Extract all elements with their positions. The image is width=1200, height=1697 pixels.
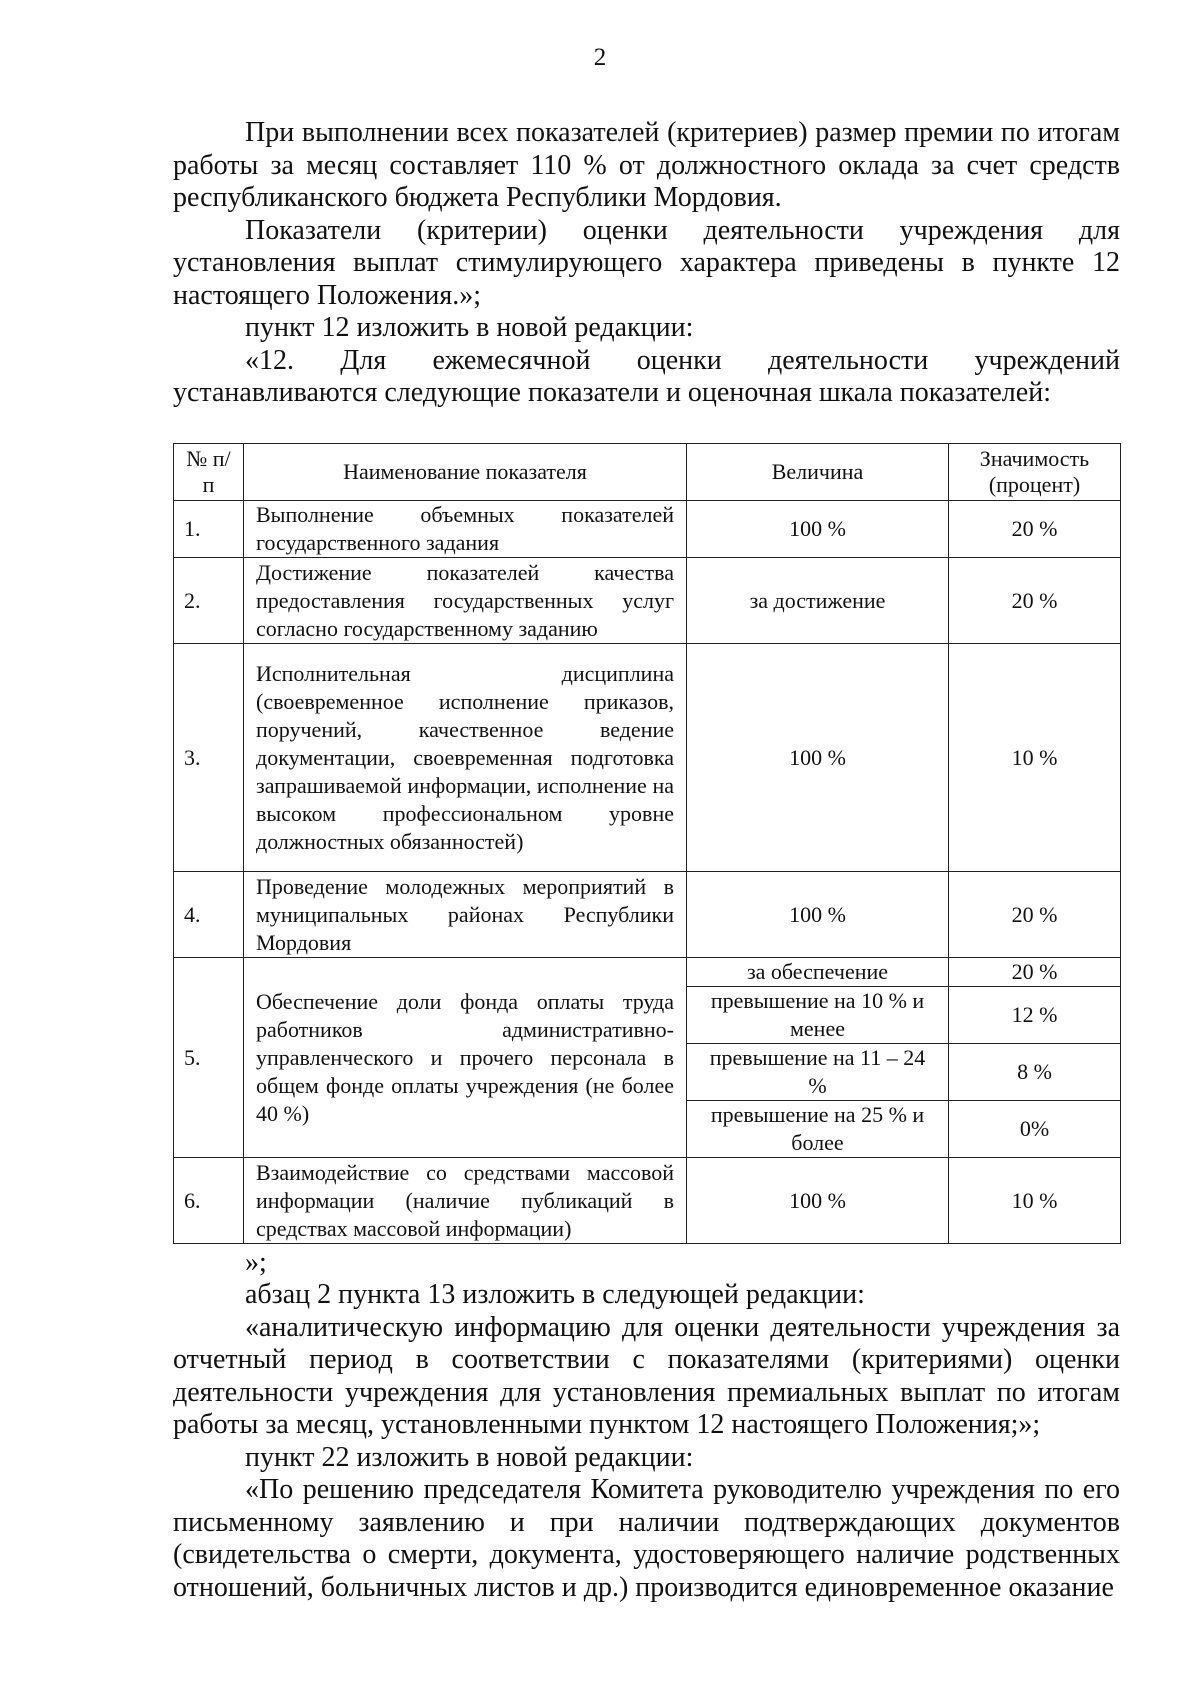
row-name: Выполнение объемных показателей государственного задания — [244, 501, 687, 558]
table-row — [174, 958, 1121, 987]
row-num: 2. — [174, 558, 244, 644]
row-significance: 8 % — [949, 1044, 1121, 1101]
table-row — [174, 872, 1121, 958]
row-value: за обеспечение — [687, 958, 949, 987]
row-name: Проведение молодежных мероприятий в муниципальных районах Республики Мордовия — [244, 872, 687, 958]
row-value: превышение на 25 % и более — [687, 1101, 949, 1158]
table-header-row — [174, 444, 1121, 501]
row-value: 100 % — [687, 644, 949, 872]
row-name: Взаимодействие со средствами массовой информации (наличие публикаций в средствах массовой информации) — [244, 1158, 687, 1244]
paragraph-chairman-decision: «По решению председателя Комитета руководителю учреждения по его письменному заявлению и при наличии подтверждающих документов (свидетельства о смерти, документа, удостоверяющего наличие родственных отношений, больничных листов и др.) производится единовременное оказание — [173, 1474, 1120, 1603]
row-significance: 20 % — [949, 872, 1121, 958]
table-row — [174, 1158, 1121, 1244]
row-value: 100 % — [687, 872, 949, 958]
row-num: 4. — [174, 872, 244, 958]
text-block-top — [173, 117, 1120, 410]
header-num: № п/п — [174, 444, 244, 501]
page-number: 2 — [593, 44, 607, 71]
row-value: 100 % — [687, 501, 949, 558]
header-name: Наименование показателя — [244, 444, 687, 501]
row-value: превышение на 10 % и менее — [687, 987, 949, 1044]
paragraph-analytics: «аналитическую информацию для оценки деятельности учреждения за отчетный период в соответствии с показателями (критериями) оценки деятельности учреждения для установления премиальных выплат по итогам работы за месяц, установленными пунктом 12 настоящего Положения;»; — [173, 1311, 1120, 1440]
table-closing-quote: »; — [245, 1247, 267, 1278]
paragraph-item-22: пункт 22 изложить в новой редакции: — [245, 1441, 694, 1473]
paragraph-item-12-intro: пункт 12 изложить в новой редакции: — [245, 312, 694, 343]
row-value: 100 % — [687, 1158, 949, 1244]
paragraph-item-12-text: «12. Для ежемесячной оценки деятельности учреждений устанавливаются следующие показатели и оценочная шкала показателей: — [173, 344, 1120, 408]
table-row — [174, 558, 1121, 644]
row-num: 1. — [174, 501, 244, 558]
row-name: Достижение показателей качества предоставления государственных услуг согласно государственному заданию — [244, 558, 687, 644]
row-num: 3. — [174, 644, 244, 872]
paragraph-item-13: абзац 2 пункта 13 изложить в следующей редакции: — [245, 1279, 865, 1310]
row-significance: 20 % — [949, 558, 1121, 644]
row-significance: 10 % — [949, 1158, 1121, 1244]
header-significance: Значимость (процент) — [949, 444, 1121, 501]
row-significance: 0% — [949, 1101, 1121, 1158]
row-num: 6. — [174, 1158, 244, 1244]
row-significance: 10 % — [949, 644, 1121, 872]
text-block-bottom — [173, 1279, 1120, 1604]
row-name: Исполнительная дисциплина (своевременное исполнение приказов, поручений, качественное ведение документации, своевременная подготовка запрашиваемой информации, исполнение на высоком профессиональном уровне должностных обязанностей) — [244, 644, 687, 872]
row-value: превышение на 11 – 24 % — [687, 1044, 949, 1101]
row-name: Обеспечение доли фонда оплаты труда работников административно-управленческого и прочего персонала в общем фонде оплаты учреждения (не более 40 %) — [244, 958, 687, 1158]
row-significance: 12 % — [949, 987, 1121, 1044]
row-num: 5. — [174, 958, 244, 1158]
table-row — [174, 501, 1121, 558]
indicators-table — [173, 443, 1121, 1244]
paragraph-criteria-reference: Показатели (критерии) оценки деятельности учреждения для установления выплат стимулирующего характера приведены в пункте 12 настоящего Положения.»; — [173, 214, 1120, 311]
table-row — [174, 644, 1121, 872]
paragraph-bonus-size: При выполнении всех показателей (критериев) размер премии по итогам работы за месяц составляет 110 % от должностного оклада за счет средств республиканского бюджета Республики Мордовия. — [173, 117, 1120, 213]
row-value: за достижение — [687, 558, 949, 644]
header-value: Величина — [687, 444, 949, 501]
row-significance: 20 % — [949, 501, 1121, 558]
row-significance: 20 % — [949, 958, 1121, 987]
